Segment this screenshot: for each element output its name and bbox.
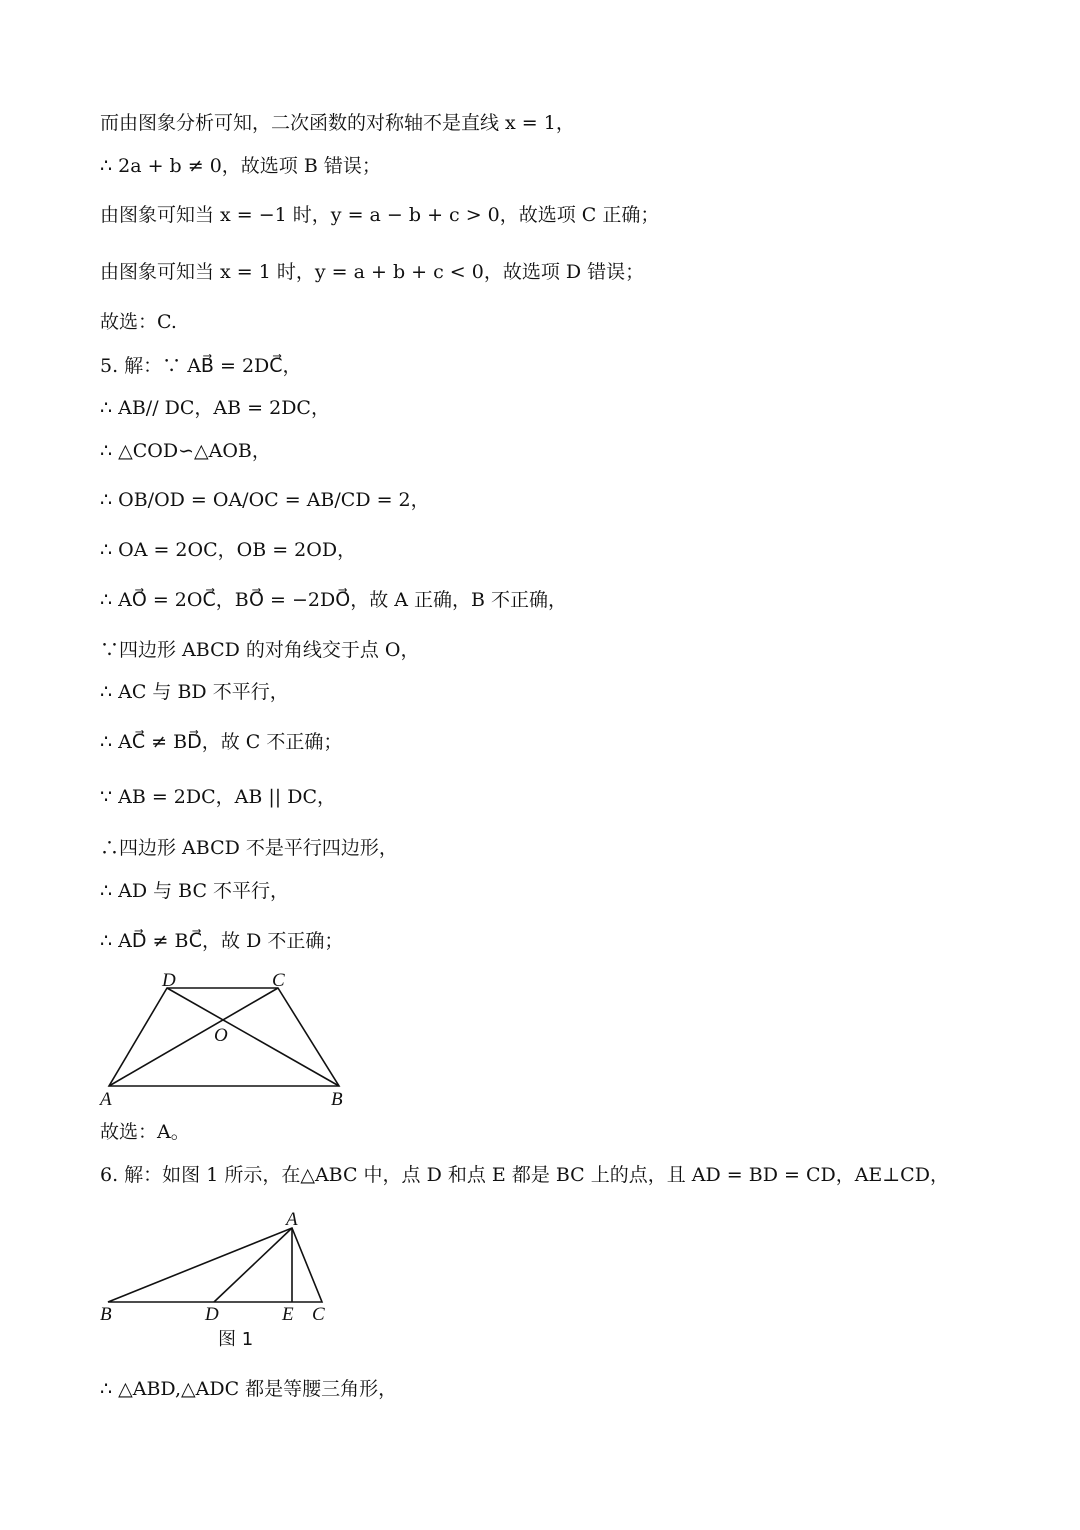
- text-line-5: 故选：C.: [100, 311, 177, 333]
- label-c: C: [272, 970, 285, 991]
- text-line-20: 6. 解：如图 1 所示，在△ABC 中，点 D 和点 E 都是 BC 上的点，且 AD = BD = CD，AE⊥CD，: [100, 1164, 949, 1186]
- figure-caption: 图 1: [218, 1329, 254, 1350]
- text-line-3: 由图象可知当 x = −1 时，y = a − b + c > 0，故选项 C 正确；: [100, 204, 660, 226]
- text-line-2: ∴ 2a + b ≠ 0，故选项 B 错误；: [100, 155, 381, 177]
- text-line-15: ∵ AB = 2DC，AB || DC，: [100, 786, 337, 808]
- text-line-18: ∴ AD⃗ ≠ BC⃗，故 D 不正确；: [100, 930, 344, 952]
- triangle-abc: [108, 1228, 322, 1302]
- label-b: B: [100, 1304, 112, 1325]
- label-a: A: [100, 1089, 112, 1110]
- text-line-6: 5. 解：∵ AB⃗ = 2DC⃗，: [100, 355, 302, 377]
- label-b: B: [331, 1089, 343, 1110]
- segment-ad: [214, 1228, 292, 1302]
- label-a: A: [286, 1209, 298, 1230]
- text-line-1: 而由图象分析可知，二次函数的对称轴不是直线 x = 1，: [100, 112, 575, 134]
- text-line-14: ∴ AC⃗ ≠ BD⃗，故 C 不正确；: [100, 731, 343, 753]
- triangle-figure-1: [90, 1200, 350, 1365]
- text-line-16: ∴四边形 ABCD 不是平行四边形，: [100, 837, 398, 859]
- text-line-9: ∴ OB/OD = OA/OC = AB/CD = 2，: [100, 489, 430, 511]
- label-d: D: [205, 1304, 219, 1325]
- text-line-19: 故选：A。: [100, 1121, 190, 1143]
- text-line-10: ∴ OA = 2OC，OB = 2OD，: [100, 539, 357, 561]
- text-line-17: ∴ AD 与 BC 不平行，: [100, 880, 290, 902]
- text-line-12: ∵四边形 ABCD 的对角线交于点 O，: [100, 639, 420, 661]
- label-d: D: [162, 970, 176, 991]
- text-line-4: 由图象可知当 x = 1 时，y = a + b + c < 0，故选项 D 错误；: [100, 261, 645, 283]
- text-line-8: ∴ △COD∽△AOB，: [100, 440, 271, 462]
- text-line-21: ∴ △ABD,△ADC 都是等腰三角形，: [100, 1378, 398, 1400]
- text-line-13: ∴ AC 与 BD 不平行，: [100, 681, 289, 703]
- text-line-11: ∴ AO⃗ = 2OC⃗，BO⃗ = −2DO⃗，故 A 正确，B 不正确，: [100, 589, 568, 611]
- trapezoid-figure: [90, 960, 370, 1120]
- text-line-7: ∴ AB// DC，AB = 2DC，: [100, 397, 330, 419]
- label-o: O: [214, 1025, 228, 1046]
- label-e: E: [282, 1304, 294, 1325]
- label-c: C: [312, 1304, 325, 1325]
